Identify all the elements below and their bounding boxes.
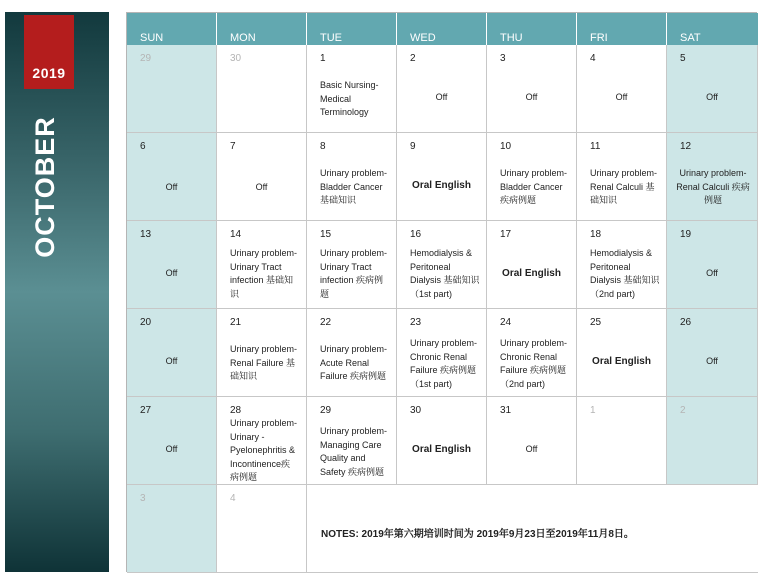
month-sidebar <box>5 12 109 572</box>
day-number: 28 <box>230 405 242 416</box>
day-event: Off <box>165 444 178 454</box>
day-event: Urinary problem- Bladder Cancer 疾病例题 <box>500 168 568 205</box>
year-label: 2019 <box>24 15 74 89</box>
day-number: 1 <box>590 405 596 416</box>
weekday-header-mon: MON <box>217 13 307 45</box>
day-cell[interactable] <box>487 309 577 397</box>
day-cell[interactable] <box>307 133 397 221</box>
day-cell[interactable] <box>127 309 217 397</box>
day-number: 19 <box>680 229 692 240</box>
day-cell[interactable] <box>217 133 307 221</box>
day-event: Urinary problem- Acute Renal Failure 疾病例题 <box>320 344 388 381</box>
day-cell[interactable] <box>577 397 667 485</box>
day-cell[interactable] <box>577 309 667 397</box>
day-number: 18 <box>590 229 602 240</box>
day-cell[interactable] <box>307 309 397 397</box>
day-event: Oral English <box>412 444 471 455</box>
day-event: Urinary problem- Urinary - Pyelonephritis & Incontinence疾 病例题 <box>230 418 298 482</box>
day-cell[interactable] <box>487 45 577 133</box>
day-number: 15 <box>320 229 332 240</box>
day-number: 9 <box>410 141 416 152</box>
day-event: Oral English <box>592 356 651 367</box>
day-event: Off <box>165 268 178 278</box>
day-cell[interactable] <box>217 45 307 133</box>
day-event: Hemodialysis & Peritoneal Dialysis 基础知识 （1st part) <box>410 248 480 299</box>
day-cell[interactable] <box>577 45 667 133</box>
day-event: Off <box>706 356 718 366</box>
notes-text: NOTES: 2019年第六期培训时间为 2019年9月23日至2019年11月8日。 <box>321 529 634 540</box>
day-cell[interactable] <box>397 309 487 397</box>
day-number: 10 <box>500 141 512 152</box>
day-cell[interactable] <box>667 45 758 133</box>
day-cell[interactable] <box>217 397 307 485</box>
day-number: 26 <box>680 317 692 328</box>
day-number: 3 <box>500 53 506 64</box>
day-cell[interactable] <box>397 221 487 309</box>
day-number: 21 <box>230 317 242 328</box>
day-event: Off <box>525 444 538 454</box>
weekday-header-wed: WED <box>397 13 487 45</box>
day-number: 23 <box>410 317 422 328</box>
day-number: 31 <box>500 405 512 416</box>
day-number: 16 <box>410 229 422 240</box>
day-event: Off <box>706 92 718 102</box>
day-number: 22 <box>320 317 332 328</box>
day-event: Off <box>165 356 178 366</box>
day-cell[interactable] <box>667 133 758 221</box>
day-number: 8 <box>320 141 326 152</box>
day-cell[interactable] <box>397 133 487 221</box>
day-number: 7 <box>230 141 236 152</box>
day-event: Off <box>706 268 718 278</box>
day-number: 30 <box>230 53 242 64</box>
day-number: 20 <box>140 317 152 328</box>
day-number: 17 <box>500 229 512 240</box>
day-event: Oral English <box>502 268 561 279</box>
day-number: 25 <box>590 317 602 328</box>
day-event: Off <box>255 182 268 192</box>
day-cell[interactable] <box>397 45 487 133</box>
day-cell[interactable] <box>487 133 577 221</box>
day-cell[interactable] <box>307 221 397 309</box>
day-number: 12 <box>680 141 692 152</box>
day-number: 29 <box>320 405 332 416</box>
day-event: Off <box>525 92 538 102</box>
day-event: Urinary problem- Managing Care Quality and Safety 疾病例题 <box>320 426 388 477</box>
day-cell[interactable] <box>127 221 217 309</box>
day-event: Urinary problem- Renal Failure 基 础知识 <box>230 344 298 381</box>
weekday-header-sun: SUN <box>127 13 217 45</box>
day-event: Urinary problem- Urinary Tract infection 基础知 识 <box>230 248 298 299</box>
day-event: Urinary problem- Renal Calculi 基 础知识 <box>590 168 658 205</box>
day-number: 2 <box>410 53 416 64</box>
day-event: Basic Nursing- Medical Terminology <box>320 80 379 117</box>
day-event: Urinary problem- Urinary Tract infection 疾病例 题 <box>320 248 388 299</box>
day-number: 6 <box>140 141 146 152</box>
day-cell[interactable] <box>217 309 307 397</box>
day-cell[interactable] <box>667 397 758 485</box>
day-event: Urinary problem- Chronic Renal Failure 疾病例题 （1st part) <box>410 338 478 389</box>
day-event: Hemodialysis & Peritoneal Dialysis 基础知识 （2nd part) <box>590 248 660 299</box>
day-number: 4 <box>590 53 596 64</box>
day-event: Off <box>435 92 448 102</box>
day-number: 4 <box>230 493 236 504</box>
day-cell[interactable] <box>667 309 758 397</box>
day-cell[interactable] <box>577 133 667 221</box>
day-number: 1 <box>320 53 326 64</box>
day-number: 13 <box>140 229 152 240</box>
weekday-header-tue: TUE <box>307 13 397 45</box>
day-number: 11 <box>590 141 601 152</box>
day-number: 29 <box>140 53 152 64</box>
weekday-header-sat: SAT <box>667 13 758 45</box>
day-cell[interactable] <box>217 485 307 573</box>
day-cell[interactable] <box>217 221 307 309</box>
day-number: 14 <box>230 229 242 240</box>
day-number: 24 <box>500 317 512 328</box>
day-event: Off <box>615 92 628 102</box>
month-label: OCTOBER <box>30 116 60 258</box>
weekday-header-thu: THU <box>487 13 577 45</box>
weekday-header-fri: FRI <box>577 13 667 45</box>
day-cell[interactable] <box>397 397 487 485</box>
notes-cell <box>307 485 758 573</box>
day-cell[interactable] <box>487 397 577 485</box>
day-number: 27 <box>140 405 152 416</box>
day-cell[interactable] <box>127 133 217 221</box>
day-cell[interactable] <box>307 45 397 133</box>
day-number: 30 <box>410 405 422 416</box>
day-cell[interactable] <box>127 485 217 573</box>
day-cell[interactable] <box>127 45 217 133</box>
day-number: 5 <box>680 53 686 64</box>
day-cell[interactable] <box>667 221 758 309</box>
day-cell[interactable] <box>307 397 397 485</box>
day-event: Urinary problem- Bladder Cancer 基础知识 <box>320 168 388 205</box>
day-event: Urinary problem- Renal Calculi 疾病 例题 <box>676 168 750 205</box>
calendar-grid <box>126 12 757 572</box>
day-event: Off <box>165 182 178 192</box>
day-cell[interactable] <box>577 221 667 309</box>
day-event: Urinary problem- Chronic Renal Failure 疾病例题 （2nd part) <box>500 338 568 389</box>
day-number: 2 <box>680 405 686 416</box>
day-number: 3 <box>140 493 146 504</box>
day-cell[interactable] <box>487 221 577 309</box>
day-cell[interactable] <box>127 397 217 485</box>
day-event: Oral English <box>412 180 471 191</box>
